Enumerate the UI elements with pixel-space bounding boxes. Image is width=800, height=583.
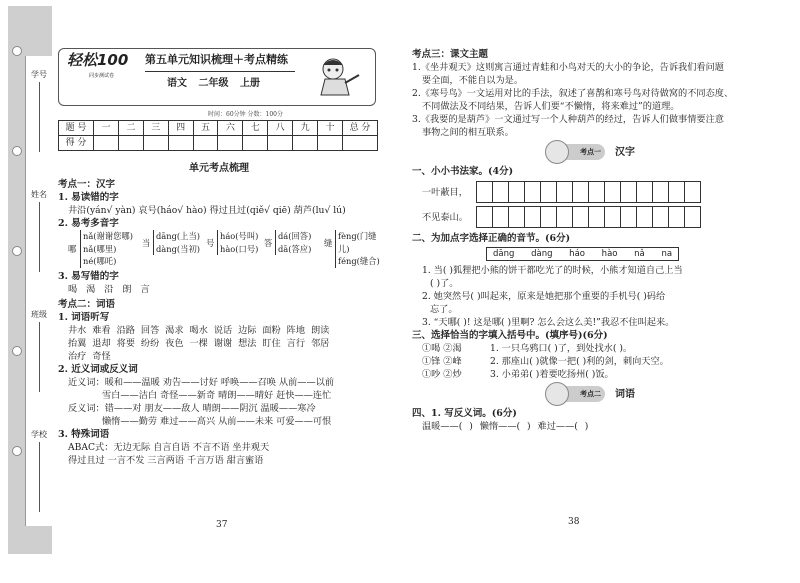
polyphone-group-da xyxy=(275,230,311,255)
special-words: 得过且过 一言不发 三言两语 千言万语 甜言蜜语 xyxy=(68,455,264,466)
q2-item: 1. 当( )狐狸把小熊的饼干都吃光了的时候，小熊才知道自己上当 xyxy=(422,265,683,276)
badge-label: 考点二 xyxy=(580,389,601,398)
badge-pill xyxy=(549,144,605,160)
q2-heading: 二、为加点字选择正确的音节。(6分) xyxy=(412,233,571,244)
polyphone-char: 当 xyxy=(142,238,151,248)
score-input-cell[interactable] xyxy=(218,136,243,151)
polyphone-reading: nǎ(哪里) xyxy=(83,243,117,254)
score-input-cell[interactable] xyxy=(168,136,193,151)
hole-icon xyxy=(12,246,22,256)
knowledge-summary xyxy=(58,162,380,467)
score-input-cell[interactable] xyxy=(293,136,318,151)
score-input-cell[interactable] xyxy=(118,136,143,151)
score-header-cell: 十 xyxy=(318,121,343,136)
theme-2: 2.《寒号鸟》一文运用对比的手法，叙述了喜鹊和寒号鸟对待做窝的不同态度、 xyxy=(412,88,734,99)
pinyin-options: dāng dàng háo hào nǎ na xyxy=(486,247,679,261)
polyphone-char: 缝 xyxy=(324,238,333,248)
kp1-heading: 考点一：汉字 xyxy=(58,179,116,190)
brand-sublogo: 同步测试卷 xyxy=(89,73,115,79)
polyphone-block xyxy=(58,230,380,270)
score-table xyxy=(58,120,378,151)
polyphone-char: 答 xyxy=(264,238,273,248)
polyphone-reading: né(哪吒) xyxy=(83,256,117,266)
kp3-heading: 考点三：课文主题 xyxy=(412,49,489,60)
score-header-cell: 五 xyxy=(193,121,218,136)
theme-3: 3.《我要的是葫芦》一文通过写一个人种葫芦的经过，告诉人们做事情要注意 xyxy=(412,114,724,125)
term: 上册 xyxy=(239,78,260,89)
score-input-cell[interactable] xyxy=(143,136,168,151)
class-field[interactable]: 班级 xyxy=(26,310,52,392)
mascot-icon xyxy=(309,55,361,99)
hole-icon xyxy=(12,346,22,356)
hole-icon xyxy=(12,446,22,456)
student-info-fields xyxy=(25,56,52,526)
antonym-row: 懒惰——勤劳 难过——高兴 从前——未来 可爱——可恨 xyxy=(102,416,332,427)
antonym-row: 反义词：错——对 朋友——敌人 晴朗——阴沉 温暖——寒冷 xyxy=(68,403,316,414)
q3-question: 3. 小弟弟( )着要吃扬州( )饭。 xyxy=(490,369,614,380)
badge-topic: 词语 xyxy=(615,388,635,400)
page-number-right: 38 xyxy=(568,517,580,527)
writing-grid[interactable] xyxy=(476,181,701,203)
badge-label: 考点一 xyxy=(580,147,601,156)
score-value-row xyxy=(59,136,378,151)
left-page xyxy=(58,48,380,548)
score-header-cell: 三 xyxy=(143,121,168,136)
kp2-q3-heading: 3. 特殊词语 xyxy=(58,429,110,440)
kp2-q1-heading: 1. 词语听写 xyxy=(58,312,110,323)
q3-options: ①吵 ②炒 xyxy=(422,369,462,380)
badge-face-icon xyxy=(545,382,569,406)
q3-row xyxy=(412,368,772,381)
section-badge-chars xyxy=(412,139,772,165)
score-header-cell: 题 号 xyxy=(59,121,94,136)
score-header-cell: 一 xyxy=(94,121,119,136)
q3-question: 1. 一只乌鸦口( )了，到处找水( )。 xyxy=(490,343,633,354)
title-banner xyxy=(58,48,376,106)
score-input-cell[interactable] xyxy=(343,136,378,151)
theme-1: 1.《坐井观天》这则寓言通过青蛙和小鸟对天的大小的争论，告诉我们看问题 xyxy=(412,62,724,73)
score-header-row xyxy=(59,121,378,136)
badge-topic: 汉字 xyxy=(615,146,635,158)
score-input-cell[interactable] xyxy=(193,136,218,151)
synonym-row: 近义词：暖和——温暖 劝告——讨好 呼唤——召唤 从前——以前 xyxy=(68,377,335,388)
calligraphy-prompt: 不见泰山。 xyxy=(422,211,468,223)
polyphone-reading: nǎ(谢谢您哪) xyxy=(83,231,133,241)
polyphone-group-feng xyxy=(335,230,380,268)
calligraphy-prompt: 一叶蔽目， xyxy=(422,186,468,198)
score-input-cell[interactable] xyxy=(318,136,343,151)
q3-options: ①喝 ②渴 xyxy=(422,343,462,354)
score-input-cell[interactable] xyxy=(94,136,119,151)
q2-item: 3. “天哪( )! 这是哪( )里啊? 怎么会这么美!”我忍不住叫起来。 xyxy=(422,317,675,328)
q3-question: 2. 那座山( )就像一把( )利的剑，刺向天空。 xyxy=(490,356,669,367)
dictation-row: 治疗 奇怪 xyxy=(68,351,111,362)
writing-grid[interactable] xyxy=(476,206,701,228)
q3-row xyxy=(412,355,772,368)
kp1-q1-heading: 1. 易读错的字 xyxy=(58,192,119,203)
polyphone-group-dang xyxy=(153,230,200,255)
polyphone-reading: hào(口号) xyxy=(220,243,259,254)
badge-face-icon xyxy=(545,140,569,164)
time-score-info: 时间：60分钟 分数：100分 xyxy=(208,111,283,118)
dictation-row: 抬翼 退却 将要 纷纷 夜色 一棵 谢谢 想法 盯住 言行 邻居 xyxy=(68,338,330,349)
polyphone-char: 哪 xyxy=(68,244,77,254)
score-header-cell: 六 xyxy=(218,121,243,136)
theme-1-cont: 要全面，不能自以为是。 xyxy=(422,75,524,86)
score-header-cell: 四 xyxy=(168,121,193,136)
synonym-row: 雪白——洁白 奇怪——新奇 晴朗——晴好 赶快——连忙 xyxy=(102,390,332,401)
q3-options: ①锋 ②峰 xyxy=(422,356,462,367)
calligraphy-row-2 xyxy=(422,206,772,228)
calligraphy-row-1 xyxy=(422,181,772,203)
q3-heading: 三、选择恰当的字填入括号中。(填序号)(6分) xyxy=(412,330,608,341)
kp1-q2-heading: 2. 易考多音字 xyxy=(58,218,119,229)
polyphone-group-hao xyxy=(217,230,258,255)
q2-item-cont: 忘了。 xyxy=(430,304,458,315)
kp2-q2-heading: 2. 近义词或反义词 xyxy=(58,364,138,375)
student-id-field[interactable]: 学号 xyxy=(26,70,52,152)
grade: 二年级 xyxy=(198,78,229,89)
polyphone-reading: fèng(门缝儿) xyxy=(338,231,377,254)
right-page xyxy=(412,48,772,548)
theme-2-cont: 不同做法及不同结果，告诉人们要“不懒惰，将来难过”的道理。 xyxy=(422,101,680,112)
binding-strip xyxy=(8,6,52,554)
q2-item: 2. 她突然号( )叫起来，原来是她把那个重要的手机号( )码给 xyxy=(422,291,666,302)
unit-title: 第五单元知识梳理＋考点精练 xyxy=(145,53,288,66)
dictation-row: 井水 难看 沿路 回答 渴求 喝水 说话 边际 面粉 阵地 朗读 xyxy=(68,325,330,336)
q4-heading: 四、1. 写反义词。(6分) xyxy=(412,408,517,419)
school-field[interactable]: 学校 xyxy=(26,430,52,512)
kp2-heading: 考点二：词语 xyxy=(58,299,116,310)
score-input-cell[interactable] xyxy=(243,136,268,151)
q1-heading: 一、小小书法家。(4分) xyxy=(412,166,514,177)
score-header-cell: 总 分 xyxy=(343,121,378,136)
q2-item-cont: ( )了。 xyxy=(430,278,459,289)
q4-items: 温暖——( ) 懒惰——( ) 难过——( ) xyxy=(422,421,589,432)
page-number-left: 37 xyxy=(216,520,228,530)
name-field[interactable]: 姓名 xyxy=(26,190,52,272)
polyphone-reading: háo(号叫) xyxy=(220,231,259,241)
score-label-cell: 得 分 xyxy=(59,136,94,151)
score-header-cell: 七 xyxy=(243,121,268,136)
title-divider xyxy=(145,71,295,72)
polyphone-reading: dá(回答) xyxy=(278,231,312,241)
hole-icon xyxy=(12,46,22,56)
section-badge-words xyxy=(412,381,772,407)
miswritten-chars: 喝 渴 沿 朗 言 xyxy=(68,284,150,295)
brand-logo: 轻松100 xyxy=(67,51,129,69)
abac-words: ABAC式：无边无际 自言自语 不言不语 坐井观天 xyxy=(68,442,270,453)
polyphone-reading: dā(答应) xyxy=(278,243,312,254)
score-header-cell: 二 xyxy=(118,121,143,136)
polyphone-reading: dāng(上当) xyxy=(156,231,200,241)
polyphone-group-na xyxy=(80,230,133,268)
hole-icon xyxy=(12,146,22,156)
score-input-cell[interactable] xyxy=(268,136,293,151)
polyphone-reading: dàng(当初) xyxy=(156,243,200,254)
kp1-q3-heading: 3. 易写错的字 xyxy=(58,271,119,282)
section-title: 单元考点梳理 xyxy=(189,163,249,174)
polyphone-reading: féng(缝合) xyxy=(338,256,380,266)
badge-pill xyxy=(549,386,605,402)
polyphone-char: 号 xyxy=(206,238,215,248)
misread-chars: 井沿(yán√ yàn) 哀号(háo√ hào) 得过且过(qiě√ qiē) 葫芦(lu√ lú) xyxy=(68,205,346,216)
score-header-cell: 九 xyxy=(293,121,318,136)
theme-3-cont: 事物之间的相互联系。 xyxy=(422,127,514,138)
score-header-cell: 八 xyxy=(268,121,293,136)
q3-row xyxy=(412,342,772,355)
subject-line xyxy=(167,77,260,90)
subject: 语文 xyxy=(167,78,187,89)
